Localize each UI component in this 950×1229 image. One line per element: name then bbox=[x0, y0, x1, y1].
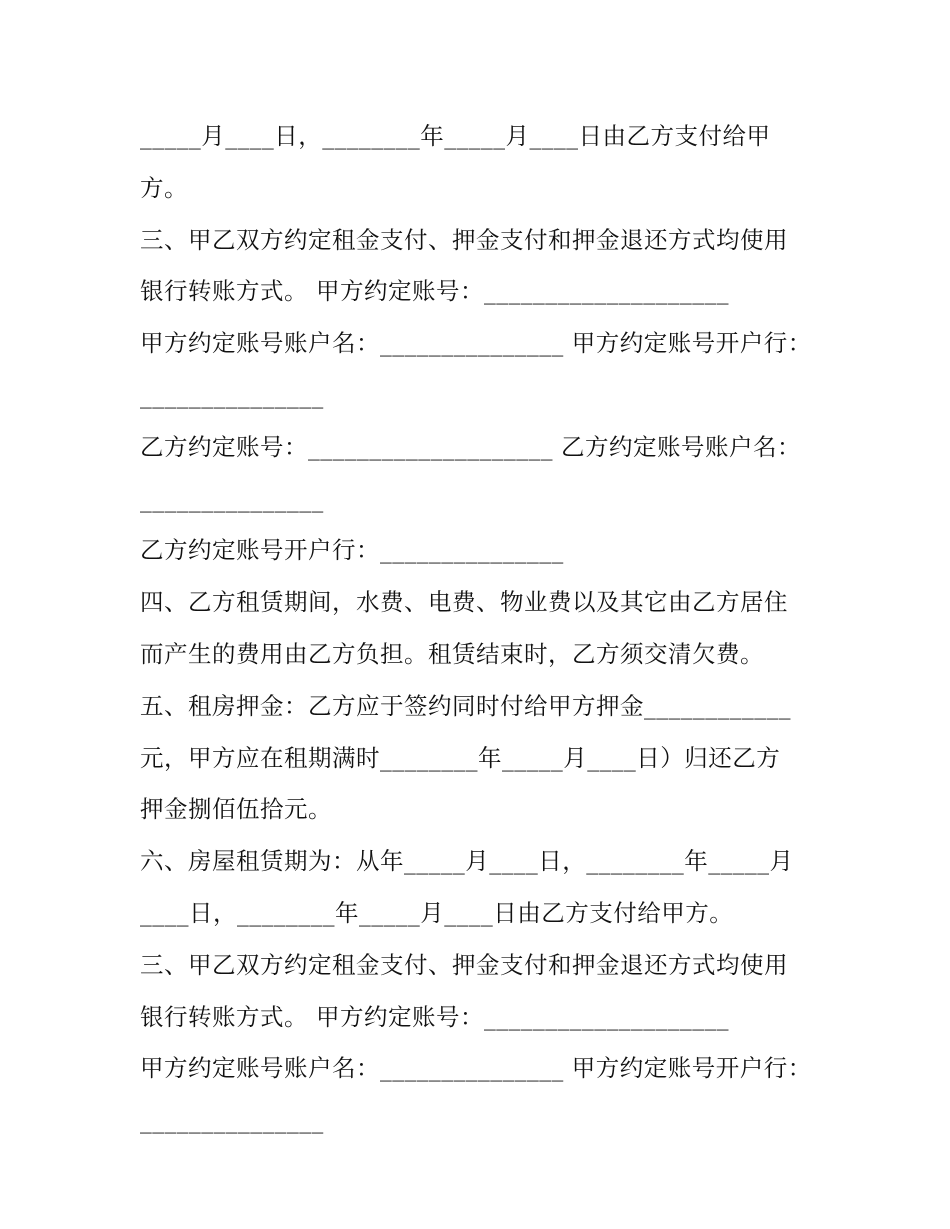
blank-line: _______________ bbox=[140, 1106, 324, 1135]
text-line: 而产生的费用由乙方负担。租赁结束时，乙方须交清欠费。 bbox=[140, 639, 764, 668]
text-line: 银行转账方式。 甲方约定账号：____________________ bbox=[140, 1002, 729, 1031]
clause-four-line: 四、乙方租赁期间，水费、电费、物业费以及其它由乙方居住 bbox=[140, 588, 788, 617]
blank-line: _______________ bbox=[140, 484, 324, 513]
clause-three-line: 三、甲乙双方约定租金支付、押金支付和押金退还方式均使用 bbox=[140, 950, 788, 979]
text-line: 方。 bbox=[140, 173, 188, 202]
contract-body bbox=[140, 111, 820, 1147]
text-line: 元，甲方应在租期满时________年_____月____日）归还乙方 bbox=[140, 743, 781, 772]
blank-line: _______________ bbox=[140, 380, 324, 409]
clause-five-line: 五、租房押金：乙方应于签约同时付给甲方押金____________ bbox=[140, 691, 791, 720]
clause-three-line: 三、甲乙双方约定租金支付、押金支付和押金退还方式均使用 bbox=[140, 225, 788, 254]
text-line: _____月____日，________年_____月____日由乙方支付给甲 bbox=[140, 122, 771, 150]
text-line: 甲方约定账号账户名：_______________ 甲方约定账号开户行： bbox=[140, 329, 812, 358]
clause-six-line: 六、房屋租赁期为：从年_____月____日，________年_____月 bbox=[140, 847, 794, 876]
text-line: 银行转账方式。 甲方约定账号：____________________ bbox=[140, 277, 729, 306]
text-line: ____日，________年_____月____日由乙方支付给甲方。 bbox=[140, 898, 734, 927]
text-line: 甲方约定账号账户名：_______________ 甲方约定账号开户行： bbox=[140, 1054, 812, 1083]
text-line: 押金捌佰伍拾元。 bbox=[140, 795, 332, 824]
text-line: 乙方约定账号：____________________ 乙方约定账号账户名： bbox=[140, 432, 801, 461]
text-line: 乙方约定账号开户行：_______________ bbox=[140, 536, 564, 565]
